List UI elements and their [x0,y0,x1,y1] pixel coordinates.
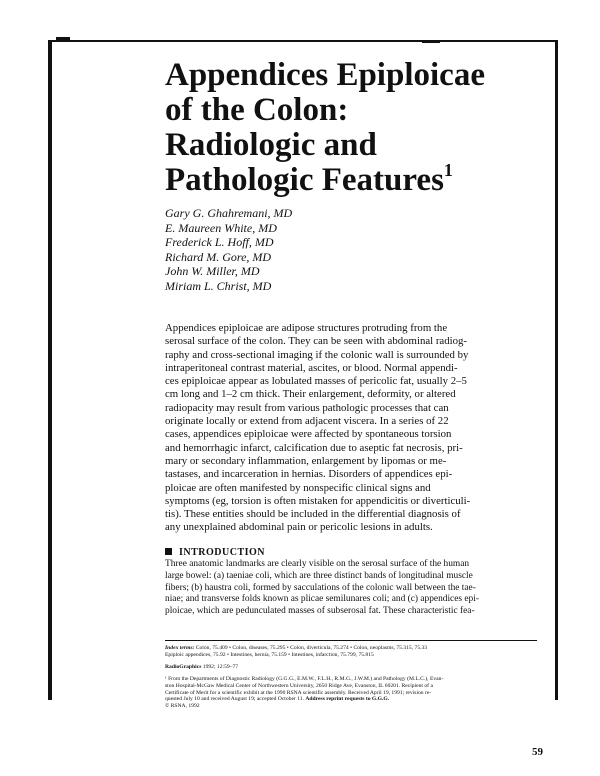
abstract-line: intraperitoneal contrast material, ascites, or blood. Normal appendi- [165,361,458,374]
copyright: © RSNA, 1992 [165,703,200,710]
author-name: Gary G. Ghahremani, MD [165,206,293,220]
introduction-line: fibers; (b) haustra coli, formed by sacculations of the colonic wall between the tae- [165,582,476,593]
introduction-heading-text: INTRODUCTION [179,547,266,558]
page-number: 59 [532,746,543,758]
affiliation-line: ston Hospital-McGaw Medical Center of Northwestern University, 2650 Ridge Ave, Evanston, IL 60201. Recipient of a [165,682,433,689]
affiliation-text: quested July 10 and received August 19; accepted October 11. [165,696,304,703]
affiliation-line: ¹ From the Departments of Diagnostic Radiology (G.G.G., E.M.W., F.L.H., R.M.G., J.W.M.) and Pathology (M.L.C.), Evan- [165,675,444,682]
abstract [165,322,537,535]
top-rule-mark [56,37,70,40]
title-footnote-marker: 1 [443,160,453,180]
top-rule [48,40,558,42]
title-line [165,160,545,198]
index-terms-line [165,645,545,652]
author-name: Richard M. Gore, MD [165,249,272,264]
abstract-line: tastases, and incarceration in hernias. Disorders of appendices epi- [165,468,453,481]
author-name: E. Maureen White, MD [165,220,277,235]
affiliation-line [165,696,545,703]
introduction-line: niae; and transverse folds known as plicae semilunares coli; and (c) appendices epi- [165,594,479,605]
abstract-line: originate locally or extend from adjacent viscera. In a series of 22 [165,415,449,428]
abstract-line: and hemorrhagic infarct, calcification due to aseptic fat necrosis, pri- [165,441,463,454]
title-line: Appendices Epiploicae [165,57,485,93]
author-name: John W. Miller, MD [165,264,260,279]
affiliation-line: Certificate of Merit for a scientific exhibit at the 1990 RSNA scientific assembly. Received April 19, 1991; revision re- [165,689,432,696]
journal-volume: 1992; 12:59–77 [202,663,239,670]
author-name: Frederick L. Hoff, MD [165,235,274,250]
abstract-line: cm long and 1–2 cm thick. Their enlargement, deformity, or altered [165,388,456,401]
introduction-line: large bowel: (a) taeniae coli, which are three distinct bands of longitudinal muscle [165,570,473,581]
index-terms-label: Index terms: [165,645,195,651]
left-border-bar [48,40,52,700]
top-rule-mark-right [422,41,440,43]
abstract-line: any unexplained abdominal pain or pericolic lesions in adults. [165,521,433,534]
section-square-icon [165,548,172,555]
journal-name: RadioGraphics [165,663,202,670]
affiliation [165,676,545,711]
introduction-heading [165,547,265,559]
abstract-line: symptoms (eg, torsion is often mistaken for appendicitis or diverticuli- [165,494,471,507]
article-title [165,58,545,198]
journal-citation-line [165,664,545,671]
index-terms-line: Epiploic appendices, 75.92 • Intestines, hernia, 75.159 • Intestines, infarction, 75.799, 75.815 [165,651,374,658]
footnotes [165,645,545,715]
index-terms [165,645,545,659]
abstract-line: tis). These entities should be included in the differential diagnosis of [165,508,461,521]
introduction-line: Three anatomic landmarks are clearly visible on the serosal surface of the human [165,559,470,569]
author-list [165,206,525,294]
title-line: Radiologic and [165,127,377,163]
abstract-line: raphy and cross-sectional imaging if the colonic wall is surrounded by [165,348,469,361]
abstract-line: ploicae are often manifested by nonspecific clinical signs and [165,481,431,494]
introduction-body [165,559,545,618]
abstract-line: radiopacity may result from various pathologic processes that can [165,401,449,414]
abstract-line: ces epiploicae appear as lobulated masses of pericolic fat, usually 2–5 [165,375,467,388]
abstract-line: mary or secondary inflammation, enlargement by lipomas or me- [165,454,447,467]
author-name: Miriam L. Christ, MD [165,278,272,293]
abstract-line: serosal surface of the colon. They can be seen with abdominal radiog- [165,335,468,348]
index-terms-text: Colon, 75.409 • Colon, diseases, 75.295 • Colon, diverticula, 75.274 • Colon, neoplasms, 75.315, 75.33 [195,645,428,651]
abstract-line: cases, appendices epiploicae were affected by spontaneous torsion [165,428,452,441]
footnote-rule [165,640,537,641]
reprint-request: Address reprint requests to G.G.G. [305,696,390,703]
title-line: of the Colon: [165,92,349,128]
abstract-line: Appendices epiploicae are adipose structures protruding from the [165,322,448,334]
title-line-text: Pathologic Features [165,162,444,198]
right-border-bar [555,40,558,700]
journal-citation [165,664,545,671]
introduction-line: ploicae, which are pedunculated masses of subserosal fat. These characteristic fea- [165,606,475,617]
